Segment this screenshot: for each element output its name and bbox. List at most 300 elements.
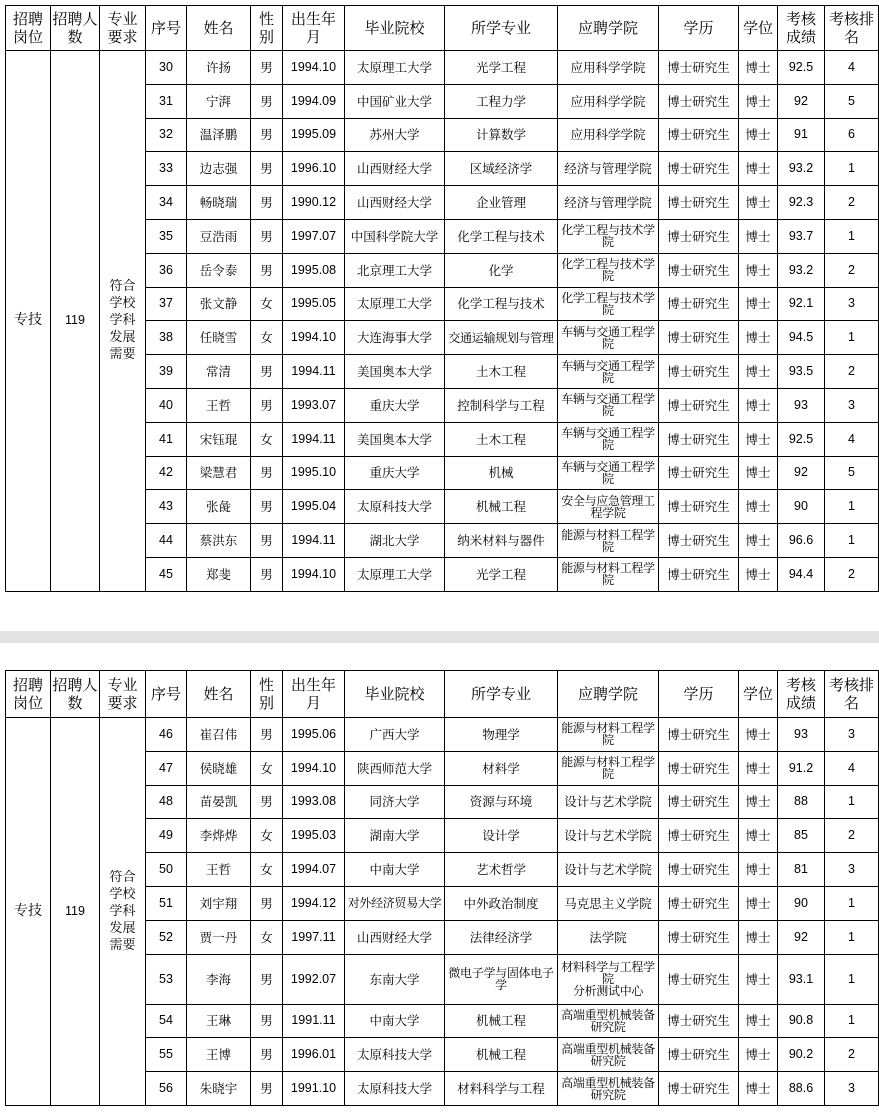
cell-gender: 男 [251,118,283,152]
cell-score: 93 [778,718,825,752]
cell-edu: 博士研究生 [659,718,739,752]
cell-birth: 1991.11 [283,1004,345,1038]
cell-score: 81 [778,853,825,887]
cell-college: 车辆与交通工程学院 [558,355,659,389]
cell-gender: 男 [251,785,283,819]
cell-college: 马克思主义学院 [558,886,659,920]
cell-major: 企业管理 [445,186,558,220]
header-rank: 考核排名 [825,6,879,51]
cell-score: 91 [778,118,825,152]
cell-college: 化学工程与技术学院 [558,287,659,321]
cell-edu: 博士研究生 [659,1038,739,1072]
cell-college: 应用科学学院 [558,84,659,118]
cell-score: 90.8 [778,1004,825,1038]
cell-degree: 博士 [739,886,778,920]
cell-score: 94.5 [778,321,825,355]
cell-rank: 1 [825,886,879,920]
cell-college: 能源与材料工程学院 [558,557,659,591]
recruitment-table-2 [5,670,879,1106]
cell-name: 任晓雪 [187,321,251,355]
header-gender: 性别 [251,671,283,718]
cell-school: 太原理工大学 [345,51,445,85]
cell-school: 山西财经大学 [345,920,445,954]
cell-major: 控制科学与工程 [445,388,558,422]
cell-gender: 女 [251,853,283,887]
cell-name: 李烨烨 [187,819,251,853]
cell-birth: 1992.07 [283,954,345,1004]
cell-gender: 女 [251,819,283,853]
cell-gender: 男 [251,152,283,186]
cell-name: 张文静 [187,287,251,321]
cell-rank: 1 [825,1004,879,1038]
cell-idx: 46 [146,718,187,752]
cell-rank: 2 [825,1038,879,1072]
cell-major: 化学 [445,253,558,287]
table-row [6,718,879,752]
cell-rank: 2 [825,355,879,389]
cell-college: 能源与材料工程学院 [558,751,659,785]
header-edu: 学历 [659,671,739,718]
cell-score: 92.5 [778,422,825,456]
cell-score: 94.4 [778,557,825,591]
cell-name: 豆浩雨 [187,219,251,253]
cell-edu: 博士研究生 [659,456,739,490]
cell-rank: 3 [825,1072,879,1106]
cell-birth: 1995.06 [283,718,345,752]
cell-name: 贾一丹 [187,920,251,954]
cell-edu: 博士研究生 [659,886,739,920]
cell-rank: 1 [825,954,879,1004]
cell-gender: 女 [251,287,283,321]
cell-school: 北京理工大学 [345,253,445,287]
cell-school: 太原理工大学 [345,287,445,321]
cell-edu: 博士研究生 [659,1072,739,1106]
cell-birth: 1993.08 [283,785,345,819]
header-birth: 出生年月 [283,6,345,51]
cell-score: 90 [778,886,825,920]
header-name: 姓名 [187,671,251,718]
cell-college: 经济与管理学院 [558,152,659,186]
cell-school: 东南大学 [345,954,445,1004]
cell-idx: 33 [146,152,187,186]
cell-gender: 男 [251,1038,283,1072]
cell-school: 中南大学 [345,1004,445,1038]
cell-college: 能源与材料工程学院 [558,718,659,752]
cell-degree: 博士 [739,253,778,287]
cell-score: 93.1 [778,954,825,1004]
cell-name: 梁慧君 [187,456,251,490]
header-count: 招聘人数 [51,671,100,718]
cell-edu: 博士研究生 [659,84,739,118]
cell-count: 119 [51,718,100,1106]
cell-edu: 博士研究生 [659,1004,739,1038]
cell-edu: 博士研究生 [659,152,739,186]
cell-name: 岳令泰 [187,253,251,287]
cell-name: 侯晓雄 [187,751,251,785]
header-college: 应聘学院 [558,671,659,718]
cell-college: 高端重型机械装备研究院 [558,1004,659,1038]
cell-score: 93.7 [778,219,825,253]
cell-post: 专技 [6,718,51,1106]
cell-school: 广西大学 [345,718,445,752]
cell-name: 张彘 [187,490,251,524]
cell-major: 资源与环境 [445,785,558,819]
cell-birth: 1995.08 [283,253,345,287]
cell-birth: 1996.01 [283,1038,345,1072]
cell-major: 机械工程 [445,490,558,524]
cell-gender: 男 [251,886,283,920]
cell-degree: 博士 [739,152,778,186]
cell-name: 畅晓瑞 [187,186,251,220]
cell-birth: 1994.07 [283,853,345,887]
cell-degree: 博士 [739,853,778,887]
cell-major: 设计学 [445,819,558,853]
cell-birth: 1990.12 [283,186,345,220]
cell-degree: 博士 [739,84,778,118]
cell-birth: 1996.10 [283,152,345,186]
cell-idx: 40 [146,388,187,422]
cell-major: 化学工程与技术 [445,219,558,253]
cell-idx: 32 [146,118,187,152]
cell-major: 光学工程 [445,557,558,591]
cell-rank: 4 [825,751,879,785]
cell-score: 92.3 [778,186,825,220]
cell-school: 太原科技大学 [345,1038,445,1072]
cell-score: 88.6 [778,1072,825,1106]
table-row [6,51,879,85]
cell-birth: 1997.11 [283,920,345,954]
cell-rank: 1 [825,524,879,558]
table-2-body [6,718,879,1106]
cell-college: 经济与管理学院 [558,186,659,220]
table-header-row [6,671,879,718]
cell-name: 许扬 [187,51,251,85]
header-post: 招聘岗位 [6,671,51,718]
cell-edu: 博士研究生 [659,321,739,355]
cell-rank: 5 [825,84,879,118]
cell-edu: 博士研究生 [659,118,739,152]
cell-name: 刘宇翔 [187,886,251,920]
header-major: 所学专业 [445,671,558,718]
cell-degree: 博士 [739,954,778,1004]
cell-name: 郑斐 [187,557,251,591]
header-idx: 序号 [146,6,187,51]
cell-birth: 1995.09 [283,118,345,152]
cell-major: 光学工程 [445,51,558,85]
cell-gender: 男 [251,557,283,591]
cell-idx: 50 [146,853,187,887]
cell-name: 温泽鹏 [187,118,251,152]
cell-school: 美国奥本大学 [345,355,445,389]
cell-rank: 2 [825,819,879,853]
cell-major: 法律经济学 [445,920,558,954]
cell-degree: 博士 [739,819,778,853]
cell-rank: 1 [825,219,879,253]
cell-birth: 1994.10 [283,51,345,85]
cell-idx: 37 [146,287,187,321]
header-degree: 学位 [739,671,778,718]
cell-school: 湖南大学 [345,819,445,853]
cell-edu: 博士研究生 [659,388,739,422]
cell-college: 车辆与交通工程学院 [558,321,659,355]
cell-rank: 1 [825,785,879,819]
cell-major: 中外政治制度 [445,886,558,920]
cell-name: 朱晓宇 [187,1072,251,1106]
cell-birth: 1994.11 [283,524,345,558]
cell-idx: 51 [146,886,187,920]
cell-score: 93.5 [778,355,825,389]
cell-degree: 博士 [739,186,778,220]
cell-req: 符合学校学科发展需要 [100,51,146,592]
cell-rank: 6 [825,118,879,152]
cell-major: 土木工程 [445,422,558,456]
cell-name: 王琳 [187,1004,251,1038]
cell-rank: 1 [825,920,879,954]
cell-college: 车辆与交通工程学院 [558,422,659,456]
cell-degree: 博士 [739,219,778,253]
cell-gender: 男 [251,51,283,85]
cell-name: 王哲 [187,388,251,422]
header-score: 考核成绩 [778,6,825,51]
cell-idx: 35 [146,219,187,253]
cell-name: 王哲 [187,853,251,887]
cell-college: 高端重型机械装备研究院 [558,1072,659,1106]
cell-birth: 1994.09 [283,84,345,118]
cell-birth: 1994.11 [283,355,345,389]
cell-school: 山西财经大学 [345,186,445,220]
cell-rank: 4 [825,422,879,456]
cell-req: 符合学校学科发展需要 [100,718,146,1106]
cell-degree: 博士 [739,51,778,85]
cell-degree: 博士 [739,718,778,752]
cell-edu: 博士研究生 [659,524,739,558]
cell-school: 太原科技大学 [345,490,445,524]
cell-major: 微电子学与固体电子学 [445,954,558,1004]
cell-birth: 1994.11 [283,422,345,456]
page-1-table-block [5,5,878,592]
cell-college: 化学工程与技术学院 [558,253,659,287]
cell-idx: 54 [146,1004,187,1038]
cell-degree: 博士 [739,751,778,785]
cell-college: 应用科学学院 [558,51,659,85]
header-rank: 考核排名 [825,671,879,718]
cell-gender: 男 [251,355,283,389]
cell-school: 中国科学院大学 [345,219,445,253]
cell-rank: 5 [825,456,879,490]
cell-school: 对外经济贸易大学 [345,886,445,920]
cell-school: 同济大学 [345,785,445,819]
cell-post: 专技 [6,51,51,592]
cell-idx: 36 [146,253,187,287]
cell-birth: 1995.03 [283,819,345,853]
cell-edu: 博士研究生 [659,751,739,785]
header-post: 招聘岗位 [6,6,51,51]
cell-idx: 52 [146,920,187,954]
cell-idx: 55 [146,1038,187,1072]
cell-edu: 博士研究生 [659,920,739,954]
cell-school: 重庆大学 [345,388,445,422]
cell-gender: 女 [251,920,283,954]
cell-college: 法学院 [558,920,659,954]
cell-rank: 4 [825,51,879,85]
cell-score: 93.2 [778,253,825,287]
cell-score: 88 [778,785,825,819]
cell-school: 陕西师范大学 [345,751,445,785]
cell-degree: 博士 [739,557,778,591]
cell-degree: 博士 [739,388,778,422]
header-school: 毕业院校 [345,671,445,718]
cell-rank: 1 [825,321,879,355]
cell-gender: 男 [251,718,283,752]
cell-degree: 博士 [739,422,778,456]
cell-edu: 博士研究生 [659,557,739,591]
cell-college: 高端重型机械装备研究院 [558,1038,659,1072]
cell-name: 常清 [187,355,251,389]
cell-birth: 1991.10 [283,1072,345,1106]
cell-count: 119 [51,51,100,592]
cell-school: 苏州大学 [345,118,445,152]
cell-gender: 男 [251,253,283,287]
cell-gender: 男 [251,524,283,558]
cell-degree: 博士 [739,524,778,558]
cell-school: 美国奥本大学 [345,422,445,456]
cell-gender: 女 [251,751,283,785]
cell-major: 计算数学 [445,118,558,152]
cell-college: 设计与艺术学院 [558,785,659,819]
cell-birth: 1995.10 [283,456,345,490]
cell-name: 边志强 [187,152,251,186]
cell-school: 山西财经大学 [345,152,445,186]
cell-score: 90.2 [778,1038,825,1072]
cell-gender: 男 [251,1004,283,1038]
header-score: 考核成绩 [778,671,825,718]
cell-major: 纳米材料与器件 [445,524,558,558]
cell-score: 92.1 [778,287,825,321]
cell-edu: 博士研究生 [659,186,739,220]
recruitment-table-1 [5,5,879,592]
cell-degree: 博士 [739,118,778,152]
cell-birth: 1993.07 [283,388,345,422]
cell-edu: 博士研究生 [659,219,739,253]
cell-school: 湖北大学 [345,524,445,558]
header-name: 姓名 [187,6,251,51]
cell-name: 李海 [187,954,251,1004]
cell-degree: 博士 [739,920,778,954]
cell-college: 车辆与交通工程学院 [558,456,659,490]
cell-rank: 3 [825,287,879,321]
cell-gender: 男 [251,1072,283,1106]
cell-gender: 女 [251,422,283,456]
cell-edu: 博士研究生 [659,287,739,321]
header-gender: 性别 [251,6,283,51]
table-header-row [6,6,879,51]
cell-idx: 31 [146,84,187,118]
cell-idx: 42 [146,456,187,490]
cell-idx: 48 [146,785,187,819]
header-req: 专业要求 [100,671,146,718]
cell-name: 宋钰琨 [187,422,251,456]
header-college: 应聘学院 [558,6,659,51]
cell-school: 中南大学 [345,853,445,887]
cell-edu: 博士研究生 [659,355,739,389]
page-separator [0,631,879,643]
cell-gender: 男 [251,456,283,490]
header-major: 所学专业 [445,6,558,51]
cell-edu: 博士研究生 [659,422,739,456]
cell-idx: 43 [146,490,187,524]
cell-score: 92 [778,456,825,490]
cell-school: 大连海事大学 [345,321,445,355]
cell-college: 能源与材料工程学院 [558,524,659,558]
cell-degree: 博士 [739,785,778,819]
cell-degree: 博士 [739,456,778,490]
header-count: 招聘人数 [51,6,100,51]
header-edu: 学历 [659,6,739,51]
cell-degree: 博士 [739,355,778,389]
cell-birth: 1995.04 [283,490,345,524]
cell-gender: 男 [251,186,283,220]
cell-name: 蔡洪东 [187,524,251,558]
cell-idx: 56 [146,1072,187,1106]
cell-score: 93.2 [778,152,825,186]
cell-idx: 41 [146,422,187,456]
cell-edu: 博士研究生 [659,51,739,85]
cell-gender: 男 [251,388,283,422]
cell-school: 重庆大学 [345,456,445,490]
cell-rank: 1 [825,152,879,186]
cell-major: 交通运输规划与管理 [445,321,558,355]
page-2-table-block [5,670,878,1106]
cell-rank: 3 [825,718,879,752]
cell-idx: 44 [146,524,187,558]
cell-school: 中国矿业大学 [345,84,445,118]
cell-major: 机械工程 [445,1038,558,1072]
table-1-body [6,51,879,592]
cell-major: 材料学 [445,751,558,785]
cell-major: 机械 [445,456,558,490]
cell-major: 土木工程 [445,355,558,389]
cell-birth: 1994.12 [283,886,345,920]
cell-college: 材料科学与工程学院 分析测试中心 [558,954,659,1004]
cell-edu: 博士研究生 [659,253,739,287]
cell-college: 化学工程与技术学院 [558,219,659,253]
cell-score: 92 [778,84,825,118]
cell-degree: 博士 [739,1038,778,1072]
cell-name: 王博 [187,1038,251,1072]
cell-major: 物理学 [445,718,558,752]
cell-birth: 1994.10 [283,321,345,355]
cell-gender: 男 [251,84,283,118]
cell-idx: 30 [146,51,187,85]
cell-college: 安全与应急管理工程学院 [558,490,659,524]
cell-name: 苗晏凯 [187,785,251,819]
cell-birth: 1997.07 [283,219,345,253]
cell-school: 太原科技大学 [345,1072,445,1106]
cell-name: 宁湃 [187,84,251,118]
cell-major: 工程力学 [445,84,558,118]
cell-score: 96.6 [778,524,825,558]
cell-idx: 39 [146,355,187,389]
cell-degree: 博士 [739,490,778,524]
cell-idx: 34 [146,186,187,220]
cell-rank: 3 [825,853,879,887]
cell-degree: 博士 [739,321,778,355]
header-school: 毕业院校 [345,6,445,51]
cell-major: 机械工程 [445,1004,558,1038]
cell-score: 93 [778,388,825,422]
cell-idx: 45 [146,557,187,591]
cell-college: 应用科学学院 [558,118,659,152]
